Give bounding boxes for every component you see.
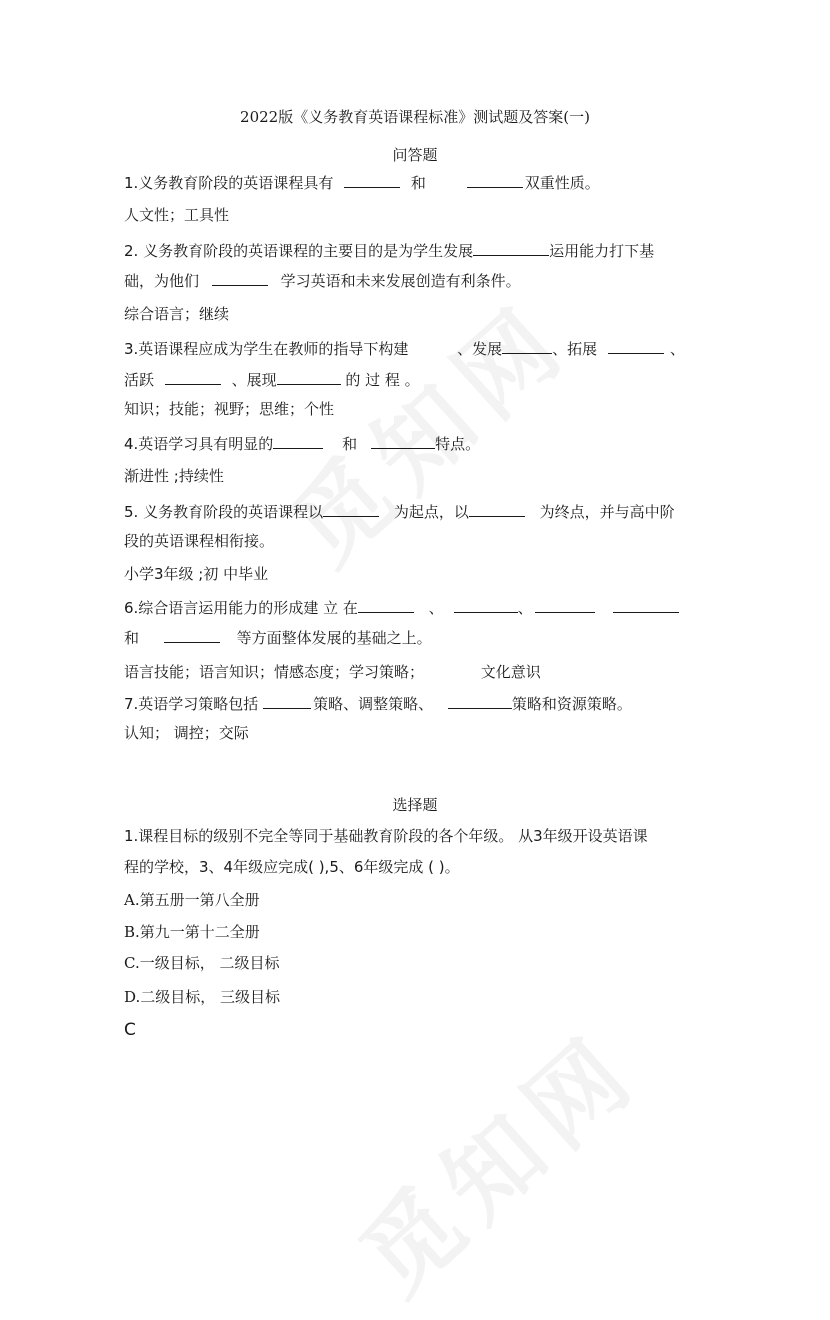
question-5 — [124, 502, 675, 522]
question-1 — [124, 173, 600, 193]
question-text: 双重性质。 — [524, 174, 600, 192]
answer-7: 认知； 调控；交际 — [124, 724, 249, 742]
document-title: 2022版《义务教育英语课程标准》测试题及答案(一) — [240, 108, 590, 126]
question-text: 、 — [669, 340, 685, 358]
question-text: 策略、调整策略、 — [313, 695, 434, 713]
answer-5: 小学3年级 ;初 中毕业 — [124, 565, 269, 583]
question-text: 7.英语学习策略包括 — [124, 695, 259, 713]
section-heading-choice: 选择题 — [392, 796, 438, 814]
question-text: 3.英语课程应成为学生在教师的指导下构建 — [124, 340, 409, 358]
watermark — [257, 267, 594, 590]
blank — [454, 598, 518, 613]
blank — [164, 628, 220, 643]
question-text: 特点。 — [435, 435, 481, 453]
question-text: 和 — [124, 629, 140, 647]
question-7 — [124, 694, 632, 714]
option-c: C.一级目标， 二级目标 — [124, 954, 280, 972]
blank — [502, 339, 552, 354]
blank — [263, 694, 311, 709]
choice-question-1: 1.课程目标的级别不完全等同于基础教育阶段的各个年级。 从3年级开设英语课 — [124, 827, 648, 845]
blank — [448, 694, 512, 709]
question-text: 4.英语学习具有明显的 — [124, 435, 274, 453]
question-text: 、发展 — [457, 340, 503, 358]
question-text: 5. 义务教育阶段的英语课程以 — [124, 503, 324, 521]
answer-4: 渐进性 ;持续性 — [124, 467, 224, 485]
blank — [358, 598, 414, 613]
blank — [277, 370, 341, 385]
question-text: 学习英语和未来发展创造有利条件。 — [280, 272, 521, 290]
question-text: 的 过 程 。 — [345, 371, 420, 389]
question-text: 、拓展 — [552, 340, 598, 358]
question-6-cont — [124, 628, 432, 648]
blank — [469, 502, 525, 517]
watermark — [327, 997, 664, 1320]
question-text: 和 — [342, 435, 358, 453]
question-text: 、 — [428, 599, 444, 617]
question-text: 和 — [410, 174, 426, 192]
answer-6 — [124, 662, 541, 682]
blank — [608, 339, 664, 354]
blank — [323, 502, 379, 517]
question-text: 活跃 — [124, 371, 155, 389]
choice-question-1-cont: 程的学校，3、4年级应完成( ),5、6年级完成 ( )。 — [124, 858, 460, 876]
section-heading-qa: 问答题 — [392, 146, 438, 164]
question-6 — [124, 598, 679, 618]
question-text: 策略和资源策略。 — [511, 695, 632, 713]
blank — [473, 241, 549, 256]
answer-2: 综合语言；继续 — [124, 305, 230, 323]
blank — [344, 173, 400, 188]
question-4 — [124, 434, 480, 454]
question-text: 、展现 — [231, 371, 277, 389]
blank — [212, 271, 268, 286]
question-text: 等方面整体发展的基础之上。 — [236, 629, 432, 647]
blank — [165, 370, 221, 385]
question-5-cont: 段的英语课程相衔接。 — [124, 532, 275, 550]
answer-text: 语言技能；语言知识；情感态度；学习策略； — [124, 663, 425, 681]
blank — [535, 598, 595, 613]
answer-1: 人文性；工具性 — [124, 206, 230, 224]
question-text: 为起点，以 — [393, 503, 469, 521]
question-3 — [124, 339, 685, 359]
blank — [273, 434, 323, 449]
question-text: 1.义务教育阶段的英语课程具有 — [124, 174, 334, 192]
question-text: 运用能力打下基 — [549, 242, 655, 260]
question-text: 6.综合语言运用能力的形成建 立 在 — [124, 599, 358, 617]
question-2 — [124, 241, 654, 261]
option-d: D.二级目标， 三级目标 — [124, 988, 281, 1006]
question-text: 2. 义务教育阶段的英语课程的主要目的是为学生发展 — [124, 242, 474, 260]
answer-3: 知识；技能；视野；思维；个性 — [124, 400, 335, 418]
question-2-cont — [124, 271, 521, 291]
answer-text: 文化意识 — [480, 663, 541, 681]
blank — [467, 173, 523, 188]
question-text: 为终点，并与高中阶 — [539, 503, 675, 521]
blank — [371, 434, 435, 449]
question-text: 、 — [517, 599, 533, 617]
option-b: B.第九一第十二全册 — [124, 923, 260, 941]
answer-choice-1: C — [124, 1020, 136, 1040]
blank — [613, 598, 679, 613]
question-3-cont — [124, 370, 420, 390]
option-a: A.第五册一第八全册 — [124, 891, 260, 909]
question-text: 础，为他们 — [124, 272, 200, 290]
